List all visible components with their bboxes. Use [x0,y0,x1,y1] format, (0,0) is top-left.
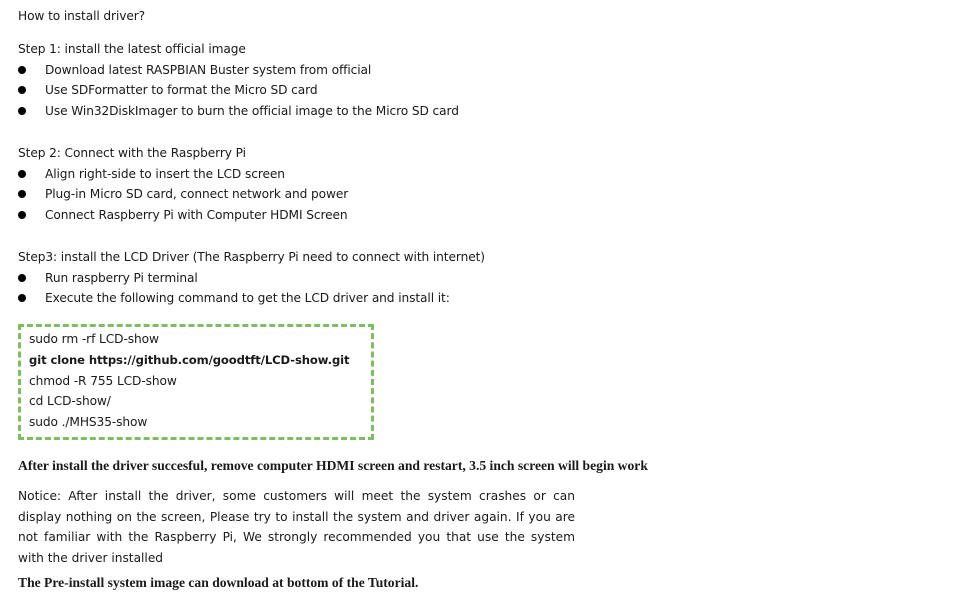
bullet-icon [18,211,26,219]
bullet-icon [18,274,26,282]
list-item-text: Connect Raspberry Pi with Computer HDMI Screen [45,208,348,222]
list-item-text: Use SDFormatter to format the Micro SD card [45,83,318,97]
preinstall-note: The Pre-install system image can download at bottom of the Tutorial. [18,575,419,590]
code-line: cd LCD-show/ [29,394,111,408]
bullet-icon [18,190,26,198]
command-code-box [18,324,374,440]
code-line: chmod -R 755 LCD-show [29,374,177,388]
list-item-text: Plug-in Micro SD card, connect network and power [45,187,349,201]
bullet-icon [18,86,26,94]
list-item-text: Download latest RASPBIAN Buster system from official [45,63,372,77]
code-line: git clone https://github.com/goodtft/LCD-show.git [29,353,350,367]
list-item-text: Use Win32DiskImager to burn the official image to the Micro SD card [45,104,459,118]
list-item-text: Align right-side to insert the LCD screen [45,167,285,181]
step2-title: Step 2: Connect with the Raspberry Pi [18,146,246,160]
code-line: sudo ./MHS35-show [29,415,148,429]
step3-title: Step3: install the LCD Driver (The Raspberry Pi need to connect with internet) [18,250,485,264]
list-item-text: Run raspberry Pi terminal [45,271,198,285]
step1-title: Step 1: install the latest official image [18,42,246,56]
bullet-icon [18,170,26,178]
bullet-icon [18,66,26,74]
code-line: sudo rm -rf LCD-show [29,332,159,346]
notice-paragraph: Notice: After install the driver, some customers will meet the system crashes or can display nothing on the screen, Please try to install the system and driver again. If you are not familiar with the Raspberry Pi, We strongly recommended you that use the system with the driver installed [18,489,575,565]
list-item-text: Execute the following command to get the LCD driver and install it: [45,291,450,305]
bullet-icon [18,107,26,115]
bullet-icon [18,294,26,302]
page-heading: How to install driver? [18,9,146,23]
after-install-note: After install the driver succesful, remove computer HDMI screen and restart, 3.5 inch screen will begin work [18,458,648,473]
